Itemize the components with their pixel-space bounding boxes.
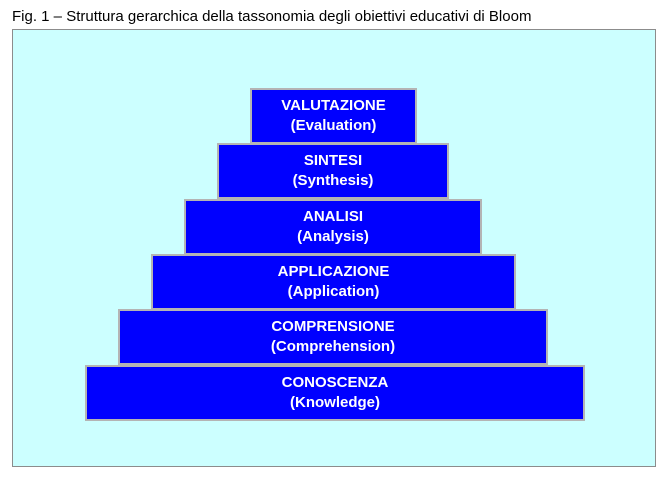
level-subtitle: (Synthesis): [292, 172, 374, 189]
level-title: VALUTAZIONE: [281, 97, 386, 114]
pyramid-level-analysis: [184, 199, 482, 255]
pyramid-level-comprehension: [118, 309, 548, 365]
level-subtitle: (Comprehension): [270, 338, 396, 355]
pyramid-level-synthesis: [217, 143, 449, 199]
figure-caption: Fig. 1 – Struttura gerarchica della tassonomia degli obiettivi educativi di Bloom: [12, 8, 532, 25]
level-title: SINTESI: [303, 152, 363, 169]
level-title: APPLICAZIONE: [277, 263, 390, 280]
level-title: CONOSCENZA: [281, 374, 389, 391]
level-subtitle: (Evaluation): [290, 117, 377, 134]
pyramid-diagram: [12, 29, 656, 467]
pyramid-level-application: [151, 254, 516, 310]
level-subtitle: (Application): [287, 283, 380, 300]
level-subtitle: (Analysis): [297, 228, 369, 245]
pyramid-level-knowledge: [85, 365, 585, 421]
pyramid-level-evaluation: [250, 88, 417, 144]
level-subtitle: (Knowledge): [290, 394, 380, 411]
level-title: ANALISI: [303, 208, 363, 225]
level-title: COMPRENSIONE: [271, 318, 395, 335]
